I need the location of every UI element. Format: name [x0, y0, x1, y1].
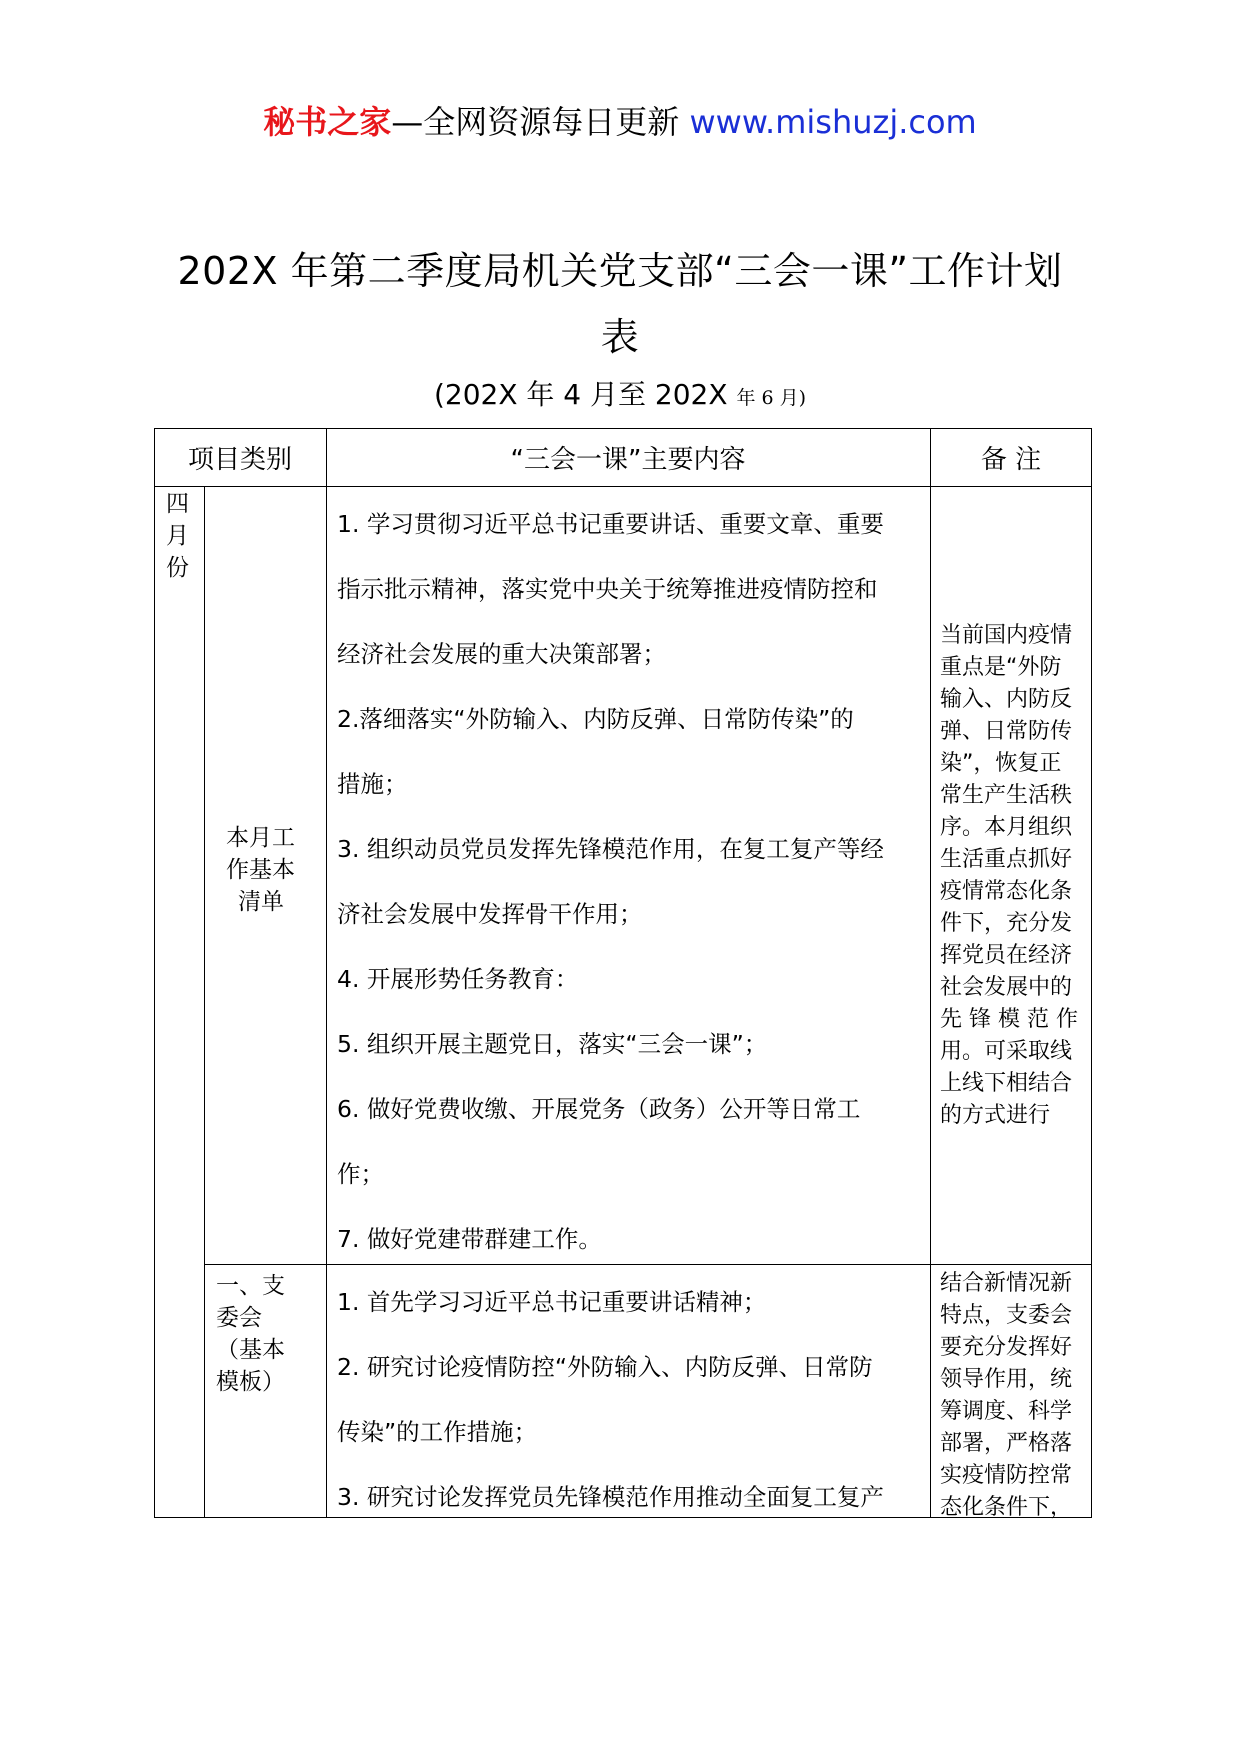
category-line: 作基本 [226, 857, 295, 883]
content-line: 2.落细落实“外防输入、内防反弹、日常防传染”的 [337, 705, 854, 733]
month-label [166, 488, 192, 584]
subtitle-main: (202X 年 4 月至 202X [433, 378, 728, 411]
note-line: 先 锋 模 范 作 [940, 1007, 1078, 1032]
content-line: 1. 首先学习习近平总书记重要讲话精神； [337, 1288, 767, 1316]
note-line: 染”，恢复正 [940, 751, 1062, 776]
content-line: 4. 开展形势任务教育： [337, 965, 579, 993]
category-line: 一、支 [216, 1273, 285, 1299]
header-content: “三会一课”主要内容 [510, 444, 746, 475]
header-note: 备 注 [980, 444, 1042, 475]
table-content-divider [930, 428, 931, 1518]
note-line: 特点，支委会 [940, 1303, 1073, 1328]
row2-category [216, 1270, 320, 1398]
note-line: 社会发展中的 [940, 975, 1073, 1000]
subtitle-small: 年 6 月) [736, 387, 807, 409]
note-line: 上线下相结合 [940, 1071, 1073, 1096]
note-line: 筹调度、科学 [940, 1399, 1073, 1424]
row1-category [226, 822, 316, 918]
category-line: 清单 [238, 889, 284, 915]
document-subtitle [0, 375, 1240, 418]
note-line: 领导作用，统 [940, 1367, 1073, 1392]
table-border-left [154, 428, 155, 1518]
category-line: （基本 [216, 1337, 285, 1363]
row2-note [940, 1268, 1088, 1524]
content-line: 经济社会发展的重大决策部署； [337, 640, 666, 668]
content-line: 3. 研究讨论发挥党员先锋模范作用推动全面复工复产 [337, 1483, 884, 1511]
title-line-1: 202X 年第二季度局机关党支部“三会一课”工作计划 [177, 249, 1063, 293]
category-line: 本月工 [226, 825, 295, 851]
note-line: 弹、日常防传 [940, 719, 1073, 744]
category-line: 委会 [216, 1305, 262, 1331]
content-line: 7. 做好党建带群建工作。 [337, 1225, 602, 1253]
note-line: 要充分发挥好 [940, 1335, 1073, 1360]
table-border-right [1091, 428, 1092, 1518]
note-line: 态化条件下， [940, 1495, 1073, 1520]
note-line: 用。可采取线 [940, 1039, 1073, 1064]
content-line: 3. 组织动员党员发挥先锋模范作用，在复工复产等经 [337, 835, 884, 863]
document-title [140, 238, 1100, 370]
month-char: 份 [166, 555, 189, 581]
banner-url-link[interactable]: www.mishuzj.com [689, 103, 977, 141]
row1-content [337, 492, 917, 1272]
note-line: 疫情常态化条 [940, 879, 1073, 904]
content-line: 作； [337, 1160, 384, 1188]
content-line: 传染”的工作措施； [337, 1418, 538, 1446]
content-line: 6. 做好党费收缴、开展党务（政务）公开等日常工 [337, 1095, 861, 1123]
note-line: 实疫情防控常 [940, 1463, 1073, 1488]
content-line: 1. 学习贯彻习近平总书记重要讲话、重要文章、重要 [337, 510, 884, 538]
row2-content [337, 1270, 917, 1530]
header-category: 项目类别 [187, 444, 292, 475]
content-line: 指示批示精神，落实党中央关于统筹推进疫情防控和 [337, 575, 878, 603]
note-line: 部署，严格落 [940, 1431, 1073, 1456]
note-line: 结合新情况新 [940, 1271, 1073, 1296]
month-char: 四 [166, 491, 189, 517]
table-header-divider [154, 486, 1092, 487]
note-line: 生活重点抓好 [940, 847, 1073, 872]
banner-brand: 秘书之家 [263, 103, 392, 141]
note-line: 当前国内疫情 [940, 623, 1073, 648]
content-line: 措施； [337, 770, 408, 798]
title-line-2: 表 [600, 315, 640, 359]
table-category-divider [326, 428, 327, 1518]
content-line: 济社会发展中发挥骨干作用； [337, 900, 643, 928]
plan-table [154, 428, 1092, 1518]
content-line: 5. 组织开展主题党日，落实“三会一课”； [337, 1030, 768, 1058]
site-banner [0, 100, 1240, 144]
content-line: 2. 研究讨论疫情防控“外防输入、内防反弹、日常防 [337, 1353, 873, 1381]
note-line: 常生产生活秩 [940, 783, 1073, 808]
category-line: 模板） [216, 1369, 285, 1395]
banner-slogan: —全网资源每日更新 [391, 103, 680, 141]
month-char: 月 [166, 523, 189, 549]
table-month-divider [204, 486, 205, 1518]
note-line: 挥党员在经济 [940, 943, 1073, 968]
note-line: 件下，充分发 [940, 911, 1073, 936]
row1-note [940, 620, 1088, 1132]
note-line: 重点是“外防 [940, 655, 1062, 680]
note-line: 的方式进行 [940, 1103, 1051, 1128]
note-line: 序。本月组织 [940, 815, 1073, 840]
note-line: 输入、内防反 [940, 687, 1073, 712]
